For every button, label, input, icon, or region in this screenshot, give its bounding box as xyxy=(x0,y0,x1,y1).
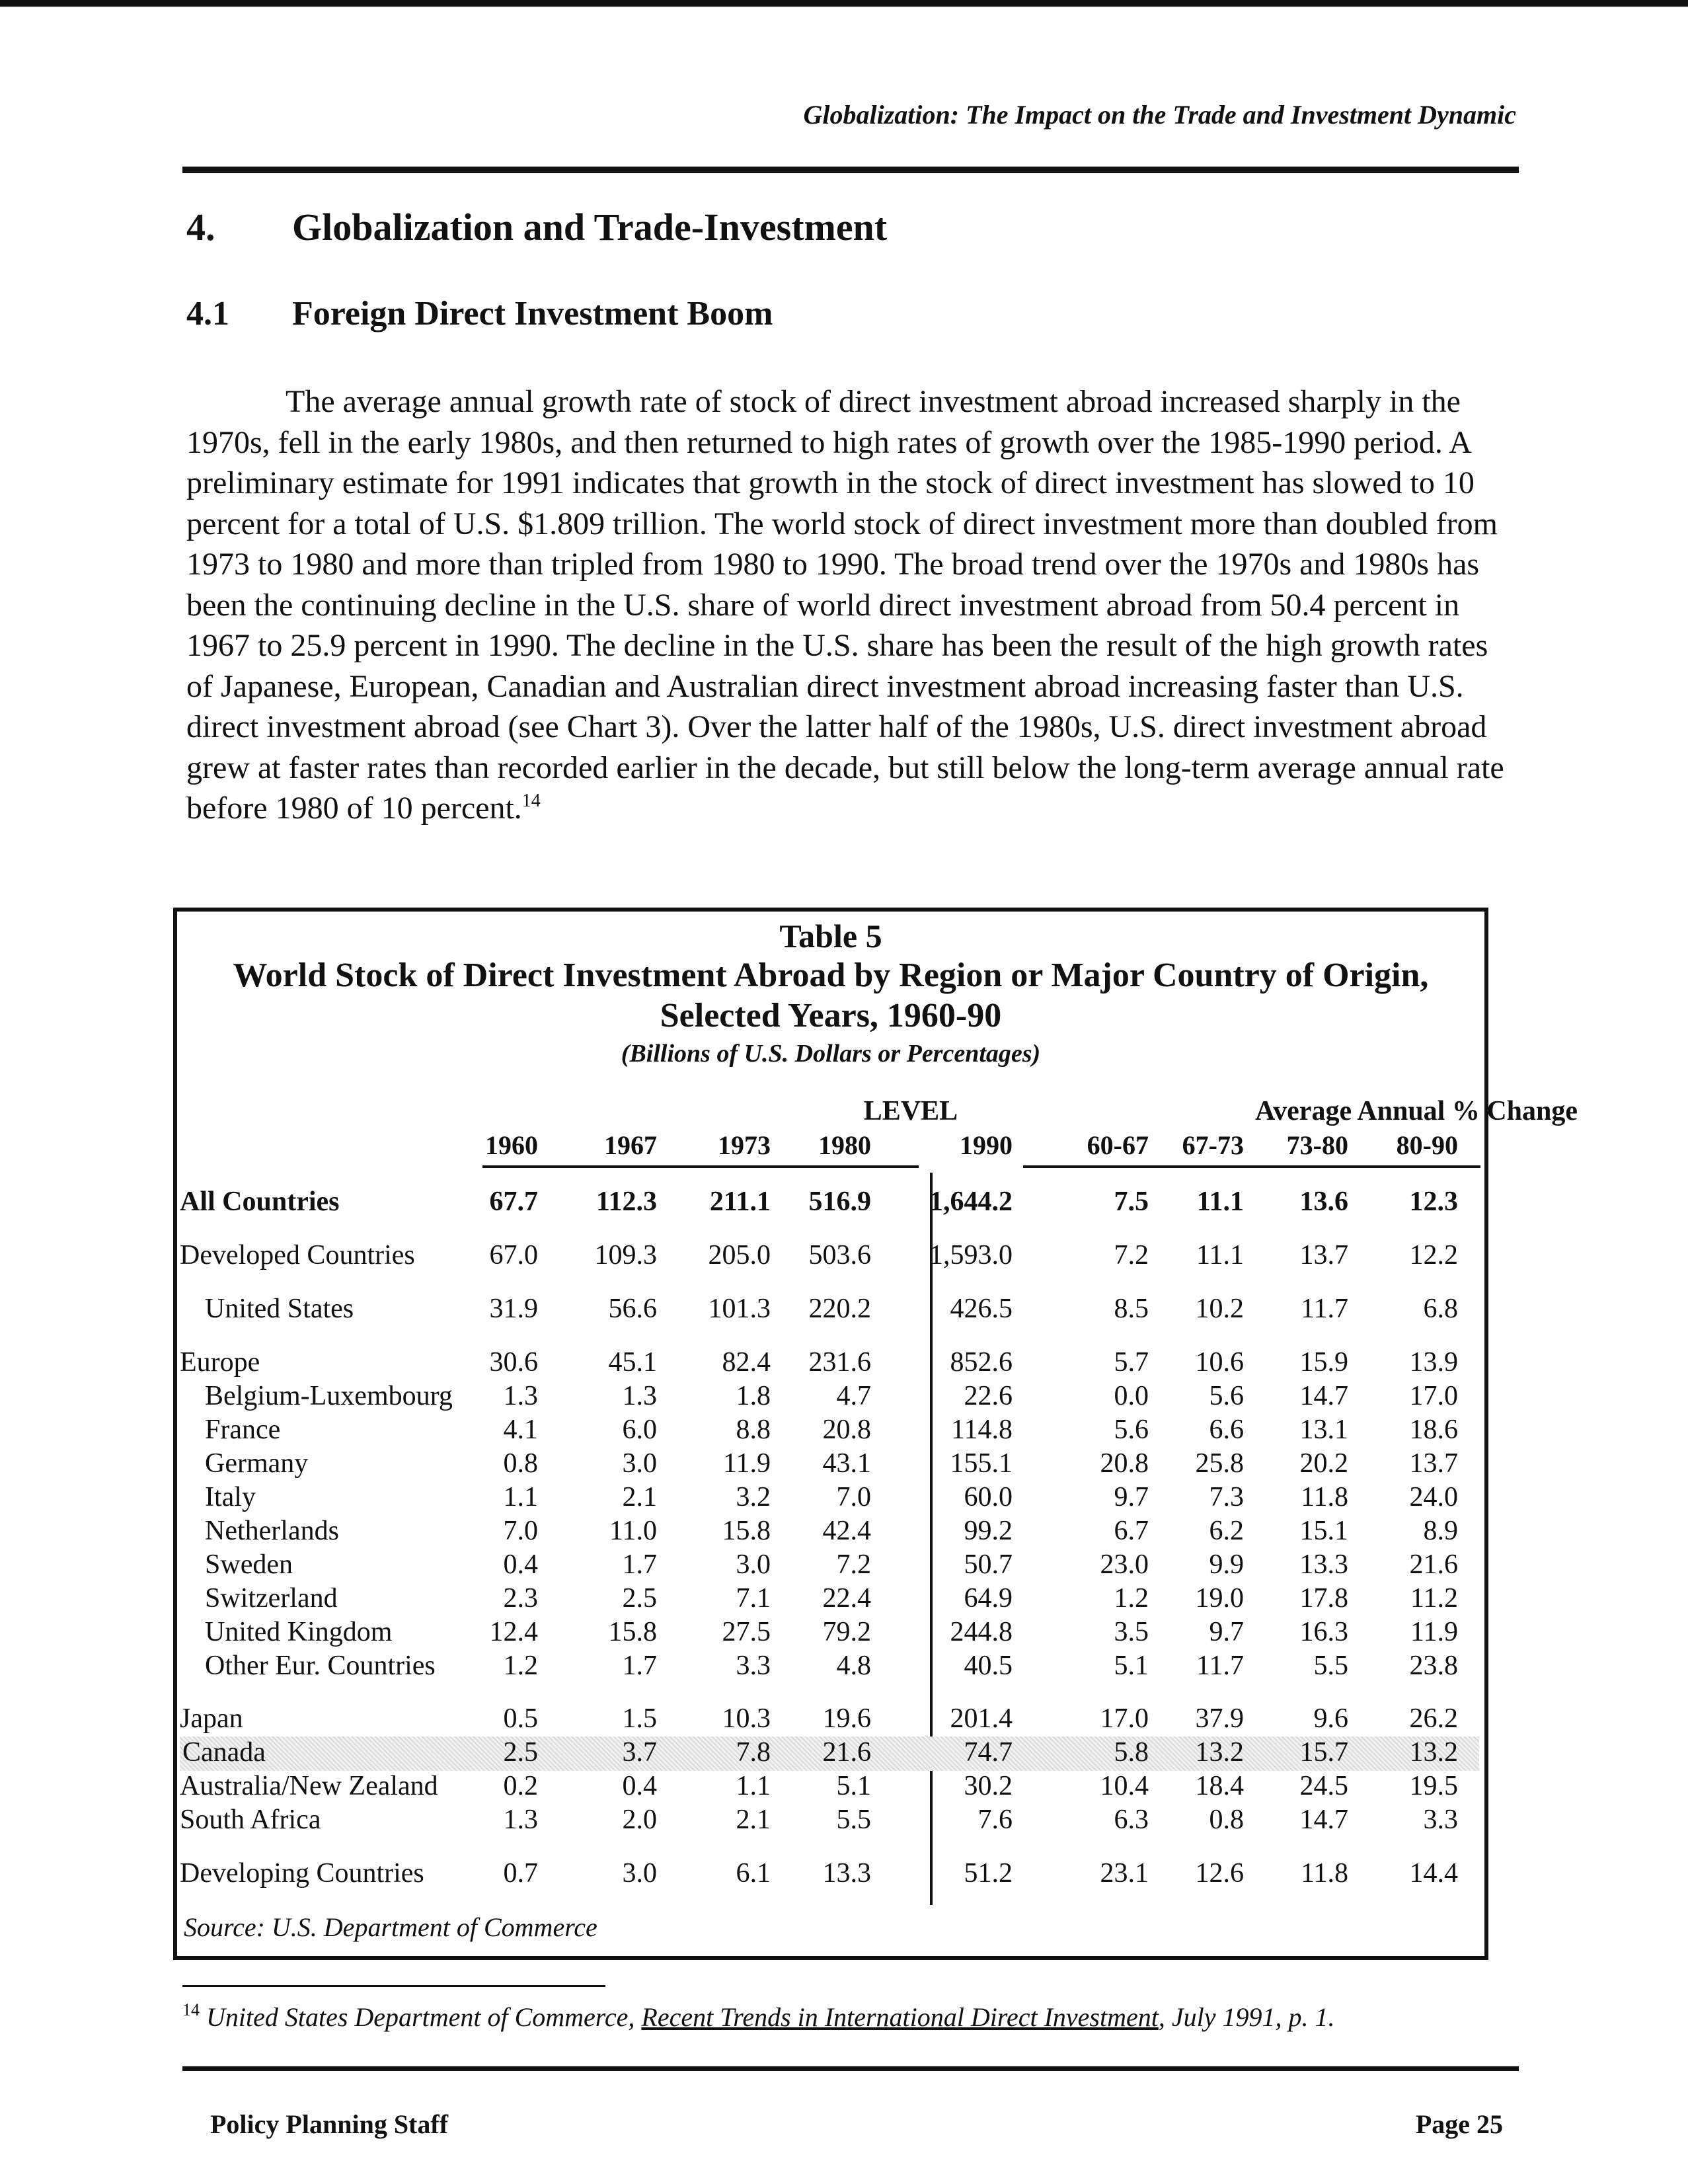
body-paragraph xyxy=(186,381,1515,829)
table-cell: 15.7 xyxy=(1299,1737,1348,1768)
column-header: 73-80 xyxy=(1286,1130,1348,1160)
subsection-number: 4.1 xyxy=(186,295,229,332)
table-cell: 13.3 xyxy=(1299,1549,1348,1580)
table-cell: 13.6 xyxy=(1299,1187,1348,1217)
footnote-text-after: , July 1991, p. 1. xyxy=(1158,2002,1335,2032)
table-cell: 1.1 xyxy=(503,1482,538,1512)
table-cell: 220.2 xyxy=(808,1294,871,1324)
table-cell: 67.0 xyxy=(489,1240,538,1270)
table-row xyxy=(177,1186,1484,1220)
row-label: Switzerland xyxy=(205,1583,338,1614)
table-cell: 14.4 xyxy=(1409,1858,1458,1889)
footer-organization: Policy Planning Staff xyxy=(210,2109,449,2139)
table-cell: 5.6 xyxy=(1114,1415,1149,1445)
row-label: United Kingdom xyxy=(205,1617,393,1647)
table-cell: 9.7 xyxy=(1114,1482,1149,1512)
table-cell: 3.2 xyxy=(736,1482,771,1512)
row-label: France xyxy=(205,1415,281,1445)
table-cell: 23.8 xyxy=(1409,1651,1458,1681)
table-cell: 30.6 xyxy=(489,1347,538,1378)
table-cell: 15.8 xyxy=(608,1617,657,1647)
table-cell: 7.8 xyxy=(736,1737,771,1768)
row-label: Belgium-Luxembourg xyxy=(205,1381,453,1411)
table-cell: 1.5 xyxy=(622,1703,657,1734)
table-row xyxy=(177,1239,1484,1274)
table-cell: 20.8 xyxy=(1100,1448,1149,1479)
table-cell: 26.2 xyxy=(1409,1703,1458,1734)
table-cell: 6.1 xyxy=(736,1858,771,1889)
table-cell: 6.2 xyxy=(1209,1516,1244,1546)
table-cell: 10.4 xyxy=(1100,1771,1149,1801)
table-cell: 6.6 xyxy=(1209,1415,1244,1445)
table-cell: 19.5 xyxy=(1409,1771,1458,1801)
table-cell: 114.8 xyxy=(951,1415,1013,1445)
table-cell: 155.1 xyxy=(950,1448,1013,1479)
footnote-rule xyxy=(182,1985,605,1987)
table-5-box xyxy=(173,908,1578,1960)
table-cell: 13.2 xyxy=(1409,1737,1458,1768)
table-label: Table 5 xyxy=(779,917,882,955)
column-header: 1980 xyxy=(818,1130,871,1160)
table-cell: 2.1 xyxy=(736,1805,771,1835)
table-cell: 109.3 xyxy=(594,1240,657,1270)
table-cell: 4.7 xyxy=(836,1381,871,1411)
table-cell: 12.4 xyxy=(489,1617,538,1647)
table-cell: 18.4 xyxy=(1195,1771,1244,1801)
table-row xyxy=(180,1736,1479,1771)
table-cell: 201.4 xyxy=(950,1703,1013,1734)
table-row xyxy=(177,1582,1484,1617)
table-cell: 516.9 xyxy=(808,1187,871,1217)
row-label: Developed Countries xyxy=(180,1240,415,1270)
table-cell: 5.8 xyxy=(1114,1737,1149,1768)
table-cell: 25.8 xyxy=(1195,1448,1244,1479)
table-cell: 0.5 xyxy=(503,1703,538,1734)
table-units: (Billions of U.S. Dollars or Percentages) xyxy=(621,1040,1041,1068)
section-title: Globalization and Trade-Investment xyxy=(292,206,888,249)
table-cell: 74.7 xyxy=(964,1737,1013,1768)
table-cell: 101.3 xyxy=(708,1294,771,1324)
table-cell: 8.9 xyxy=(1423,1516,1458,1546)
table-cell: 5.5 xyxy=(836,1805,871,1835)
table-cell: 1.7 xyxy=(622,1549,657,1580)
footnote-text-before: United States Department of Commerce, xyxy=(206,2002,642,2032)
table-cell: 9.9 xyxy=(1209,1549,1244,1580)
table-cell: 23.1 xyxy=(1100,1858,1149,1889)
table-cell: 30.2 xyxy=(964,1771,1013,1801)
table-cell: 17.0 xyxy=(1409,1381,1458,1411)
table-cell: 1.3 xyxy=(503,1381,538,1411)
level-header-rule xyxy=(482,1165,919,1168)
table-cell: 60.0 xyxy=(964,1482,1013,1512)
table-cell: 10.6 xyxy=(1195,1347,1244,1378)
table-cell: 82.4 xyxy=(722,1347,771,1378)
table-cell: 1,644.2 xyxy=(929,1187,1013,1217)
table-cell: 9.6 xyxy=(1313,1703,1348,1734)
table-cell: 12.6 xyxy=(1195,1858,1244,1889)
row-label: Germany xyxy=(205,1448,309,1479)
table-cell: 7.2 xyxy=(836,1549,871,1580)
table-cell: 13.1 xyxy=(1299,1415,1348,1445)
table-cell: 6.7 xyxy=(1114,1516,1149,1546)
table-cell: 11.8 xyxy=(1301,1858,1348,1889)
table-cell: 3.0 xyxy=(622,1858,657,1889)
table-source: Source: U.S. Department of Commerce xyxy=(184,1912,597,1942)
table-cell: 20.8 xyxy=(822,1415,871,1445)
table-cell: 0.4 xyxy=(503,1549,538,1580)
table-cell: 7.3 xyxy=(1209,1482,1244,1512)
table-cell: 1.2 xyxy=(1114,1583,1149,1614)
table-cell: 3.7 xyxy=(622,1737,657,1768)
table-cell: 15.8 xyxy=(722,1516,771,1546)
table-cell: 17.8 xyxy=(1299,1583,1348,1614)
table-cell: 7.1 xyxy=(736,1583,771,1614)
table-cell: 18.6 xyxy=(1409,1415,1458,1445)
table-cell: 31.9 xyxy=(489,1294,538,1324)
table-cell: 99.2 xyxy=(964,1516,1013,1546)
table-cell: 14.7 xyxy=(1299,1805,1348,1835)
table-title-line-1: World Stock of Direct Investment Abroad by Region or Major Country of Origin, xyxy=(233,956,1429,994)
table-row xyxy=(177,1448,1484,1482)
table-row xyxy=(177,1616,1484,1651)
table-cell: 13.3 xyxy=(822,1858,871,1889)
table-cell: 5.1 xyxy=(836,1771,871,1801)
table-cell: 79.2 xyxy=(822,1617,871,1647)
table-cell: 19.0 xyxy=(1195,1583,1244,1614)
table-cell: 4.8 xyxy=(836,1651,871,1681)
table-cell: 42.4 xyxy=(822,1516,871,1546)
table-cell: 0.0 xyxy=(1114,1381,1149,1411)
row-label: All Countries xyxy=(180,1187,340,1217)
table-row xyxy=(177,1515,1484,1549)
table-cell: 8.8 xyxy=(736,1415,771,1445)
subsection-heading xyxy=(186,294,773,333)
table-cell: 15.1 xyxy=(1299,1516,1348,1546)
table-cell: 6.0 xyxy=(622,1415,657,1445)
table-cell: 2.0 xyxy=(622,1805,657,1835)
top-border xyxy=(0,0,1688,7)
table-cell: 6.3 xyxy=(1114,1805,1149,1835)
table-cell: 2.3 xyxy=(503,1583,538,1614)
table-cell: 10.3 xyxy=(722,1703,771,1734)
table-row xyxy=(177,1481,1484,1516)
table-cell: 5.6 xyxy=(1209,1381,1244,1411)
table-cell: 11.2 xyxy=(1410,1583,1458,1614)
column-header: 80-90 xyxy=(1396,1130,1458,1160)
table-cell: 426.5 xyxy=(950,1294,1013,1324)
column-header: 1967 xyxy=(604,1130,657,1160)
table-cell: 24.0 xyxy=(1409,1482,1458,1512)
table-row xyxy=(177,1770,1484,1805)
table-cell: 19.6 xyxy=(822,1703,871,1734)
running-header: Globalization: The Impact on the Trade and Investment Dynamic xyxy=(803,100,1516,130)
table-cell: 50.7 xyxy=(964,1549,1013,1580)
table-cell: 56.6 xyxy=(608,1294,657,1324)
table-cell: 3.0 xyxy=(622,1448,657,1479)
column-header: 60-67 xyxy=(1087,1130,1149,1160)
table-cell: 45.1 xyxy=(608,1347,657,1378)
row-label: United States xyxy=(205,1294,354,1324)
table-cell: 67.7 xyxy=(489,1187,538,1217)
table-cell: 211.1 xyxy=(709,1187,771,1217)
table-cell: 15.9 xyxy=(1299,1347,1348,1378)
footnote-reference: 14 xyxy=(521,791,541,811)
table-cell: 7.0 xyxy=(503,1516,538,1546)
column-header: 1960 xyxy=(485,1130,538,1160)
row-label: Netherlands xyxy=(205,1516,339,1546)
table-cell: 1.8 xyxy=(736,1381,771,1411)
table-cell: 205.0 xyxy=(708,1240,771,1270)
table-cell: 4.1 xyxy=(503,1415,538,1445)
table-cell: 20.2 xyxy=(1299,1448,1348,1479)
table-cell: 0.8 xyxy=(503,1448,538,1479)
table-cell: 3.3 xyxy=(1423,1805,1458,1835)
table-cell: 2.5 xyxy=(622,1583,657,1614)
row-label: Europe xyxy=(180,1347,260,1378)
level-group-header: LEVEL xyxy=(863,1096,958,1126)
column-header: 1973 xyxy=(718,1130,771,1160)
table-cell: 9.7 xyxy=(1209,1617,1244,1647)
table-cell: 11.0 xyxy=(609,1516,657,1546)
paragraph-text: The average annual growth rate of stock of direct investment abroad increased sharply in the 1970s, fell in the early 1980s, and then returned to high rates of growth over the 1985-1990 period. A preliminary estimate for 1991 indicates that growth in the stock of direct investment has slowed to 10 percent for a total of U.S. $1.809 trillion. The world stock of direct investment more than doubled from 1973 to 1980 and more than tripled from 1980 to 1990. The broad trend over the 1970s and 1980s has been the continuing decline in the U.S. share of world direct investment abroad from 50.4 percent in 1967 to 25.9 percent in 1990. The decline in the U.S. share has been the result of the high growth rates of Japanese, European, Canadian and Australian direct investment abroad increasing faster than U.S. direct investment abroad (see Chart 3). Over the latter half of the 1980s, U.S. direct investment abroad grew at faster rates than recorded earlier in the decade, but still below the long-term average annual rate before 1980 of 10 percent. xyxy=(186,384,1504,826)
table-cell: 24.5 xyxy=(1299,1771,1348,1801)
table-cell: 231.6 xyxy=(808,1347,871,1378)
table-cell: 852.6 xyxy=(950,1347,1013,1378)
table-cell: 13.9 xyxy=(1409,1347,1458,1378)
table-cell: 11.1 xyxy=(1196,1240,1244,1270)
table-cell: 11.1 xyxy=(1196,1187,1244,1217)
column-header: 1990 xyxy=(960,1130,1013,1160)
table-cell: 10.2 xyxy=(1195,1294,1244,1324)
section-heading xyxy=(186,205,887,249)
table-cell: 3.0 xyxy=(736,1549,771,1580)
table-cell: 12.2 xyxy=(1409,1240,1458,1270)
footer-rule xyxy=(182,2066,1519,2071)
table-cell: 1.2 xyxy=(503,1651,538,1681)
column-header: 67-73 xyxy=(1182,1130,1244,1160)
table-cell: 11.7 xyxy=(1196,1651,1244,1681)
table-cell: 2.1 xyxy=(622,1482,657,1512)
row-label: Canada xyxy=(182,1737,266,1768)
change-header-rule xyxy=(1023,1165,1480,1168)
body-paragraph-block xyxy=(186,381,1515,829)
table-cell: 11.7 xyxy=(1301,1294,1348,1324)
table-cell: 112.3 xyxy=(595,1187,657,1217)
table-cell: 503.6 xyxy=(808,1240,871,1270)
row-label: Sweden xyxy=(205,1549,293,1580)
table-cell: 5.7 xyxy=(1114,1347,1149,1378)
table-cell: 7.5 xyxy=(1114,1187,1149,1217)
table-cell: 51.2 xyxy=(964,1858,1013,1889)
page-number: Page 25 xyxy=(1415,2109,1503,2139)
table-cell: 3.5 xyxy=(1114,1617,1149,1647)
table-cell: 40.5 xyxy=(964,1651,1013,1681)
table-cell: 13.7 xyxy=(1299,1240,1348,1270)
table-cell: 0.2 xyxy=(503,1771,538,1801)
table-row xyxy=(177,1804,1484,1838)
table-cell: 11.9 xyxy=(1410,1617,1458,1647)
row-label: Italy xyxy=(205,1482,256,1512)
table-cell: 0.7 xyxy=(503,1858,538,1889)
table-cell: 16.3 xyxy=(1299,1617,1348,1647)
table-cell: 6.8 xyxy=(1423,1294,1458,1324)
table-cell: 22.6 xyxy=(964,1381,1013,1411)
table-row xyxy=(177,1414,1484,1448)
table-cell: 14.7 xyxy=(1299,1381,1348,1411)
table-cell: 7.0 xyxy=(836,1482,871,1512)
table-cell: 27.5 xyxy=(722,1617,771,1647)
table-row xyxy=(177,1857,1484,1892)
table-cell: 7.6 xyxy=(978,1805,1013,1835)
table-cell: 64.9 xyxy=(964,1583,1013,1614)
column-headers xyxy=(177,1130,1484,1164)
table-row xyxy=(177,1380,1484,1415)
table-cell: 1.1 xyxy=(736,1771,771,1801)
table-cell: 17.0 xyxy=(1100,1703,1149,1734)
table-cell: 0.8 xyxy=(1209,1805,1244,1835)
table-cell: 244.8 xyxy=(950,1617,1013,1647)
header-rule xyxy=(182,167,1519,173)
table-row xyxy=(177,1293,1484,1327)
table-cell: 1.7 xyxy=(622,1651,657,1681)
table-cell: 37.9 xyxy=(1195,1703,1244,1734)
footnote-cited-title: Recent Trends in International Direct Investment xyxy=(641,2002,1159,2032)
table-cell: 12.3 xyxy=(1409,1187,1458,1217)
table-cell: 1,593.0 xyxy=(929,1240,1013,1270)
table-cell: 11.8 xyxy=(1301,1482,1348,1512)
row-label: Australia/New Zealand xyxy=(180,1771,438,1801)
table-cell: 21.6 xyxy=(1409,1549,1458,1580)
table-cell: 8.5 xyxy=(1114,1294,1149,1324)
table-cell: 5.1 xyxy=(1114,1651,1149,1681)
table-row xyxy=(177,1549,1484,1583)
row-label: Developing Countries xyxy=(180,1858,424,1889)
table-cell: 13.7 xyxy=(1409,1448,1458,1479)
table-row xyxy=(177,1703,1484,1737)
row-label: Other Eur. Countries xyxy=(205,1651,436,1681)
table-cell: 5.5 xyxy=(1313,1651,1348,1681)
table-cell: 3.3 xyxy=(736,1651,771,1681)
footnote-number: 14 xyxy=(182,2000,200,2019)
table-cell: 2.5 xyxy=(503,1737,538,1768)
table-cell: 21.6 xyxy=(822,1737,871,1768)
table-row xyxy=(177,1346,1484,1381)
change-group-header: Average Annual % Change xyxy=(1254,1096,1578,1126)
table-cell: 43.1 xyxy=(822,1448,871,1479)
table-cell: 13.2 xyxy=(1195,1737,1244,1768)
row-label: South Africa xyxy=(180,1805,321,1835)
table-cell: 22.4 xyxy=(822,1583,871,1614)
table-cell: 0.4 xyxy=(622,1771,657,1801)
table-cell: 23.0 xyxy=(1100,1549,1149,1580)
table-cell: 11.9 xyxy=(723,1448,771,1479)
section-number: 4. xyxy=(186,206,215,249)
table-cell: 1.3 xyxy=(622,1381,657,1411)
table-cell: 7.2 xyxy=(1114,1240,1149,1270)
row-label: Japan xyxy=(180,1703,243,1734)
table-row xyxy=(177,1650,1484,1684)
footnote xyxy=(182,2002,1334,2033)
subsection-title: Foreign Direct Investment Boom xyxy=(292,295,773,332)
table-title-line-2: Selected Years, 1960-90 xyxy=(660,997,1002,1034)
table-cell: 1.3 xyxy=(503,1805,538,1835)
